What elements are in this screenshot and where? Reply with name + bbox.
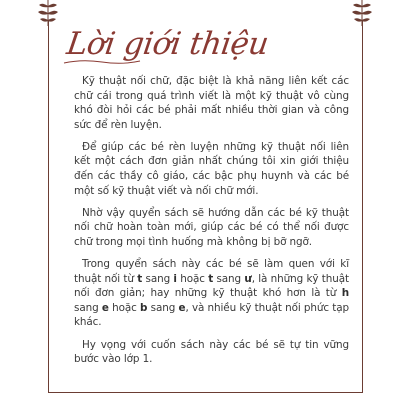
intro-text-body — [74, 74, 349, 374]
paragraph-text: Để giúp các bé rèn luyện những kỹ thuật nối liên kết một cách đơn giản nhất chúng tôi xin giới thiệu đến các thầy cô giáo, các bậc phụ huynh và các bé một số kỹ thuật viết và nối chữ mới. — [74, 140, 349, 197]
paragraph-text: Kỹ thuật nối chữ, đặc biệt là khả năng liên kết các chữ cái trong quá trình viết là một kỹ thuật vô cùng khó đòi hỏi các bé phải mất nhiều thời gian và công sức để rèn luyện. — [74, 75, 349, 131]
emphasized-letter: i — [173, 272, 177, 285]
paragraph-text: hoặc — [108, 301, 141, 314]
intro-paragraph — [74, 257, 349, 330]
paragraph-text: sang — [213, 272, 245, 285]
emphasized-letter: b — [140, 301, 148, 314]
frame-left-border — [48, 20, 49, 392]
leafy-branch-icon — [348, 0, 376, 26]
paragraph-text: sang — [74, 301, 102, 314]
paragraph-text: sang — [142, 272, 174, 285]
leafy-branch-icon — [34, 0, 62, 26]
emphasized-letter: e — [178, 301, 186, 314]
intro-paragraph — [74, 206, 349, 250]
paragraph-text: hoặc — [176, 272, 209, 285]
paragraph-text: Hy vọng với cuốn sách này các bé sẽ tự tin vững bước vào lớp 1. — [74, 338, 349, 366]
paragraph-text: sang — [147, 301, 179, 314]
intro-paragraph — [74, 74, 349, 132]
frame-right-border — [362, 20, 363, 392]
paragraph-text: , và nhiều kỹ thuật nối phức tạp khác. — [74, 301, 350, 329]
page-title: Lời giới thiệu — [64, 26, 271, 62]
paragraph-text: Trong quyển sách này các bé sẽ làm quen với kĩ thuật nối từ — [74, 258, 349, 285]
emphasized-letter: t — [137, 272, 143, 285]
intro-paragraph — [74, 338, 349, 367]
frame-bottom-border — [48, 392, 363, 393]
emphasized-letter: t — [208, 272, 214, 285]
intro-paragraph — [74, 140, 349, 198]
emphasized-letter: e — [101, 301, 109, 314]
title-flourish — [62, 58, 142, 66]
emphasized-letter: h — [341, 287, 349, 300]
emphasized-letter: ư — [244, 272, 252, 285]
paragraph-text: , là những kỹ thuật nối đơn giản; hay những kỹ thuật khó hơn là từ — [74, 272, 349, 300]
paragraph-text: Nhờ vậy quyển sách sẽ hướng dẫn các bé kỹ thuật nối chữ hoàn toàn mới, giúp các bé có thể nối được chữ trong mọi tình huống mà không bị bỡ ngỡ. — [74, 206, 349, 248]
